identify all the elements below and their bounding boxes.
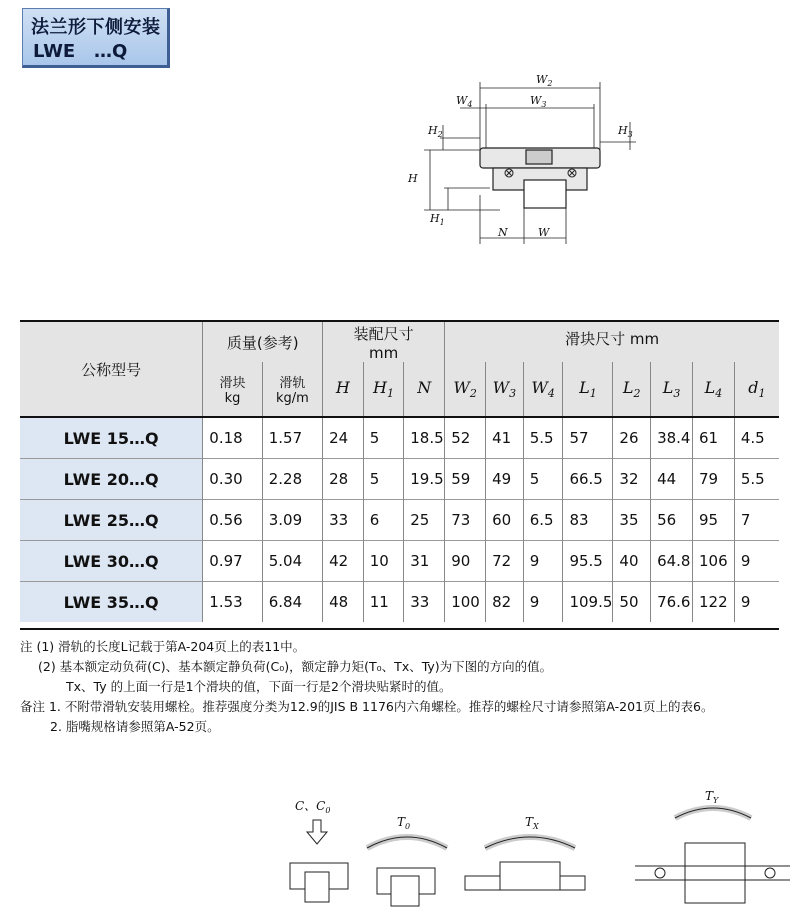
sub-l2: $L_2$ [613, 362, 651, 417]
fig-tx-label: $T_X$ [525, 815, 539, 831]
dim-n-label: N [498, 226, 508, 239]
title-line-1: 法兰形下侧安装 [31, 17, 161, 38]
spec-table [20, 322, 779, 622]
sub-l1: $L_1$ [563, 362, 613, 417]
row-cell: 41 [486, 417, 524, 459]
row-model: LWE 20…Q [20, 459, 203, 500]
row-cell: 5 [363, 417, 404, 459]
row-cell: 40 [613, 541, 651, 582]
dim-w-label: W [538, 226, 550, 239]
table-row [20, 582, 779, 623]
row-cell: 61 [693, 417, 735, 459]
row-cell: 57 [563, 417, 613, 459]
dim-w4-label: $W_4$ [456, 94, 473, 109]
header-assembly: 装配尺寸 mm [323, 322, 445, 362]
dim-w3-label: $W_3$ [530, 94, 547, 109]
sub-h1: $H_1$ [363, 362, 404, 417]
row-model: LWE 30…Q [20, 541, 203, 582]
row-cell: 5.5 [734, 459, 779, 500]
row-cell: 18.5 [404, 417, 445, 459]
row-cell: 109.5 [563, 582, 613, 623]
fig-ty-label: $T_Y$ [705, 789, 719, 805]
row-cell: 1.53 [203, 582, 262, 623]
row-cell: 6.84 [262, 582, 322, 623]
row-cell: 7 [734, 500, 779, 541]
sub-l3: $L_3$ [651, 362, 693, 417]
row-cell: 66.5 [563, 459, 613, 500]
table-row [20, 417, 779, 459]
row-cell: 9 [734, 541, 779, 582]
block-dimension-drawing [400, 70, 650, 260]
header-mass-rail: 滑轨 kg/m [262, 362, 322, 417]
header-mass-block: 滑块 kg [203, 362, 262, 417]
row-cell: 56 [651, 500, 693, 541]
title-line-2: LWE …Q [33, 41, 128, 62]
load-direction-figures [285, 788, 790, 918]
row-cell: 83 [563, 500, 613, 541]
header-block: 滑块尺寸 mm [445, 322, 779, 362]
row-cell: 82 [486, 582, 524, 623]
row-cell: 5 [363, 459, 404, 500]
row-cell: 9 [523, 582, 563, 623]
row-cell: 32 [613, 459, 651, 500]
remark-1: 备注 1. 不附带滑轨安装用螺栓。推荐强度分类为12.9的JIS B 1176内六角螺栓。推荐的螺栓尺寸请参照第A-201页上的表6。 [20, 699, 714, 714]
row-cell: 42 [323, 541, 364, 582]
row-cell: 2.28 [262, 459, 322, 500]
note-2: (2) 基本额定动负荷(C)、基本额定静负荷(C₀)，额定静力矩(T₀、Tx、Ty)为下图的方向的值。 [38, 659, 553, 674]
row-cell: 52 [445, 417, 486, 459]
row-cell: 5.5 [523, 417, 563, 459]
row-cell: 10 [363, 541, 404, 582]
table-bottom-rule [20, 628, 779, 630]
row-cell: 0.97 [203, 541, 262, 582]
row-cell: 11 [363, 582, 404, 623]
row-cell: 5 [523, 459, 563, 500]
row-cell: 48 [323, 582, 364, 623]
row-cell: 0.30 [203, 459, 262, 500]
row-cell: 31 [404, 541, 445, 582]
row-cell: 33 [323, 500, 364, 541]
table-row [20, 459, 779, 500]
row-cell: 73 [445, 500, 486, 541]
dim-h1-label: $H_1$ [430, 212, 445, 227]
row-cell: 28 [323, 459, 364, 500]
row-cell: 122 [693, 582, 735, 623]
header-mass: 质量(参考) [203, 322, 323, 362]
row-cell: 4.5 [734, 417, 779, 459]
row-cell: 0.56 [203, 500, 262, 541]
sub-w3: $W_3$ [486, 362, 524, 417]
row-cell: 9 [523, 541, 563, 582]
remark-2: 2. 脂嘴规格请参照第A-52页。 [50, 719, 220, 734]
row-cell: 33 [404, 582, 445, 623]
row-cell: 24 [323, 417, 364, 459]
note-3: Tx、Ty 的上面一行是1个滑块的值，下面一行是2个滑块贴紧时的值。 [66, 679, 452, 694]
row-model: LWE 35…Q [20, 582, 203, 623]
table-row [20, 541, 779, 582]
table-row [20, 500, 779, 541]
sub-n: N [404, 362, 445, 417]
sub-w4: $W_4$ [523, 362, 563, 417]
row-cell: 95 [693, 500, 735, 541]
section-title [22, 8, 170, 68]
notes-block [20, 637, 713, 737]
row-cell: 90 [445, 541, 486, 582]
row-cell: 38.4 [651, 417, 693, 459]
note-1: 注 (1) 滑轨的长度L记载于第A-204页上的表11中。 [20, 639, 306, 654]
row-cell: 95.5 [563, 541, 613, 582]
row-model: LWE 15…Q [20, 417, 203, 459]
row-cell: 5.04 [262, 541, 322, 582]
dim-h2-label: $H_2$ [428, 124, 443, 139]
row-cell: 6 [363, 500, 404, 541]
row-model: LWE 25…Q [20, 500, 203, 541]
dim-w2-label: $W_2$ [536, 73, 553, 88]
row-cell: 0.18 [203, 417, 262, 459]
fig-c-label: C、$C_0$ [295, 799, 331, 815]
row-cell: 35 [613, 500, 651, 541]
row-cell: 9 [734, 582, 779, 623]
sub-w2: $W_2$ [445, 362, 486, 417]
row-cell: 64.8 [651, 541, 693, 582]
dim-h3-label: $H_3$ [618, 124, 633, 139]
row-cell: 76.6 [651, 582, 693, 623]
row-cell: 19.5 [404, 459, 445, 500]
header-model: 公称型号 [20, 322, 203, 417]
row-cell: 50 [613, 582, 651, 623]
row-cell: 6.5 [523, 500, 563, 541]
row-cell: 1.57 [262, 417, 322, 459]
fig-t0-label: $T_0$ [397, 815, 411, 831]
row-cell: 72 [486, 541, 524, 582]
row-cell: 49 [486, 459, 524, 500]
row-cell: 25 [404, 500, 445, 541]
row-cell: 79 [693, 459, 735, 500]
row-cell: 3.09 [262, 500, 322, 541]
sub-d1: $d_1$ [734, 362, 779, 417]
row-cell: 59 [445, 459, 486, 500]
row-cell: 60 [486, 500, 524, 541]
row-cell: 26 [613, 417, 651, 459]
sub-l4: $L_4$ [693, 362, 735, 417]
dim-h-label: H [408, 172, 418, 185]
row-cell: 106 [693, 541, 735, 582]
row-cell: 100 [445, 582, 486, 623]
row-cell: 44 [651, 459, 693, 500]
sub-h: H [323, 362, 364, 417]
